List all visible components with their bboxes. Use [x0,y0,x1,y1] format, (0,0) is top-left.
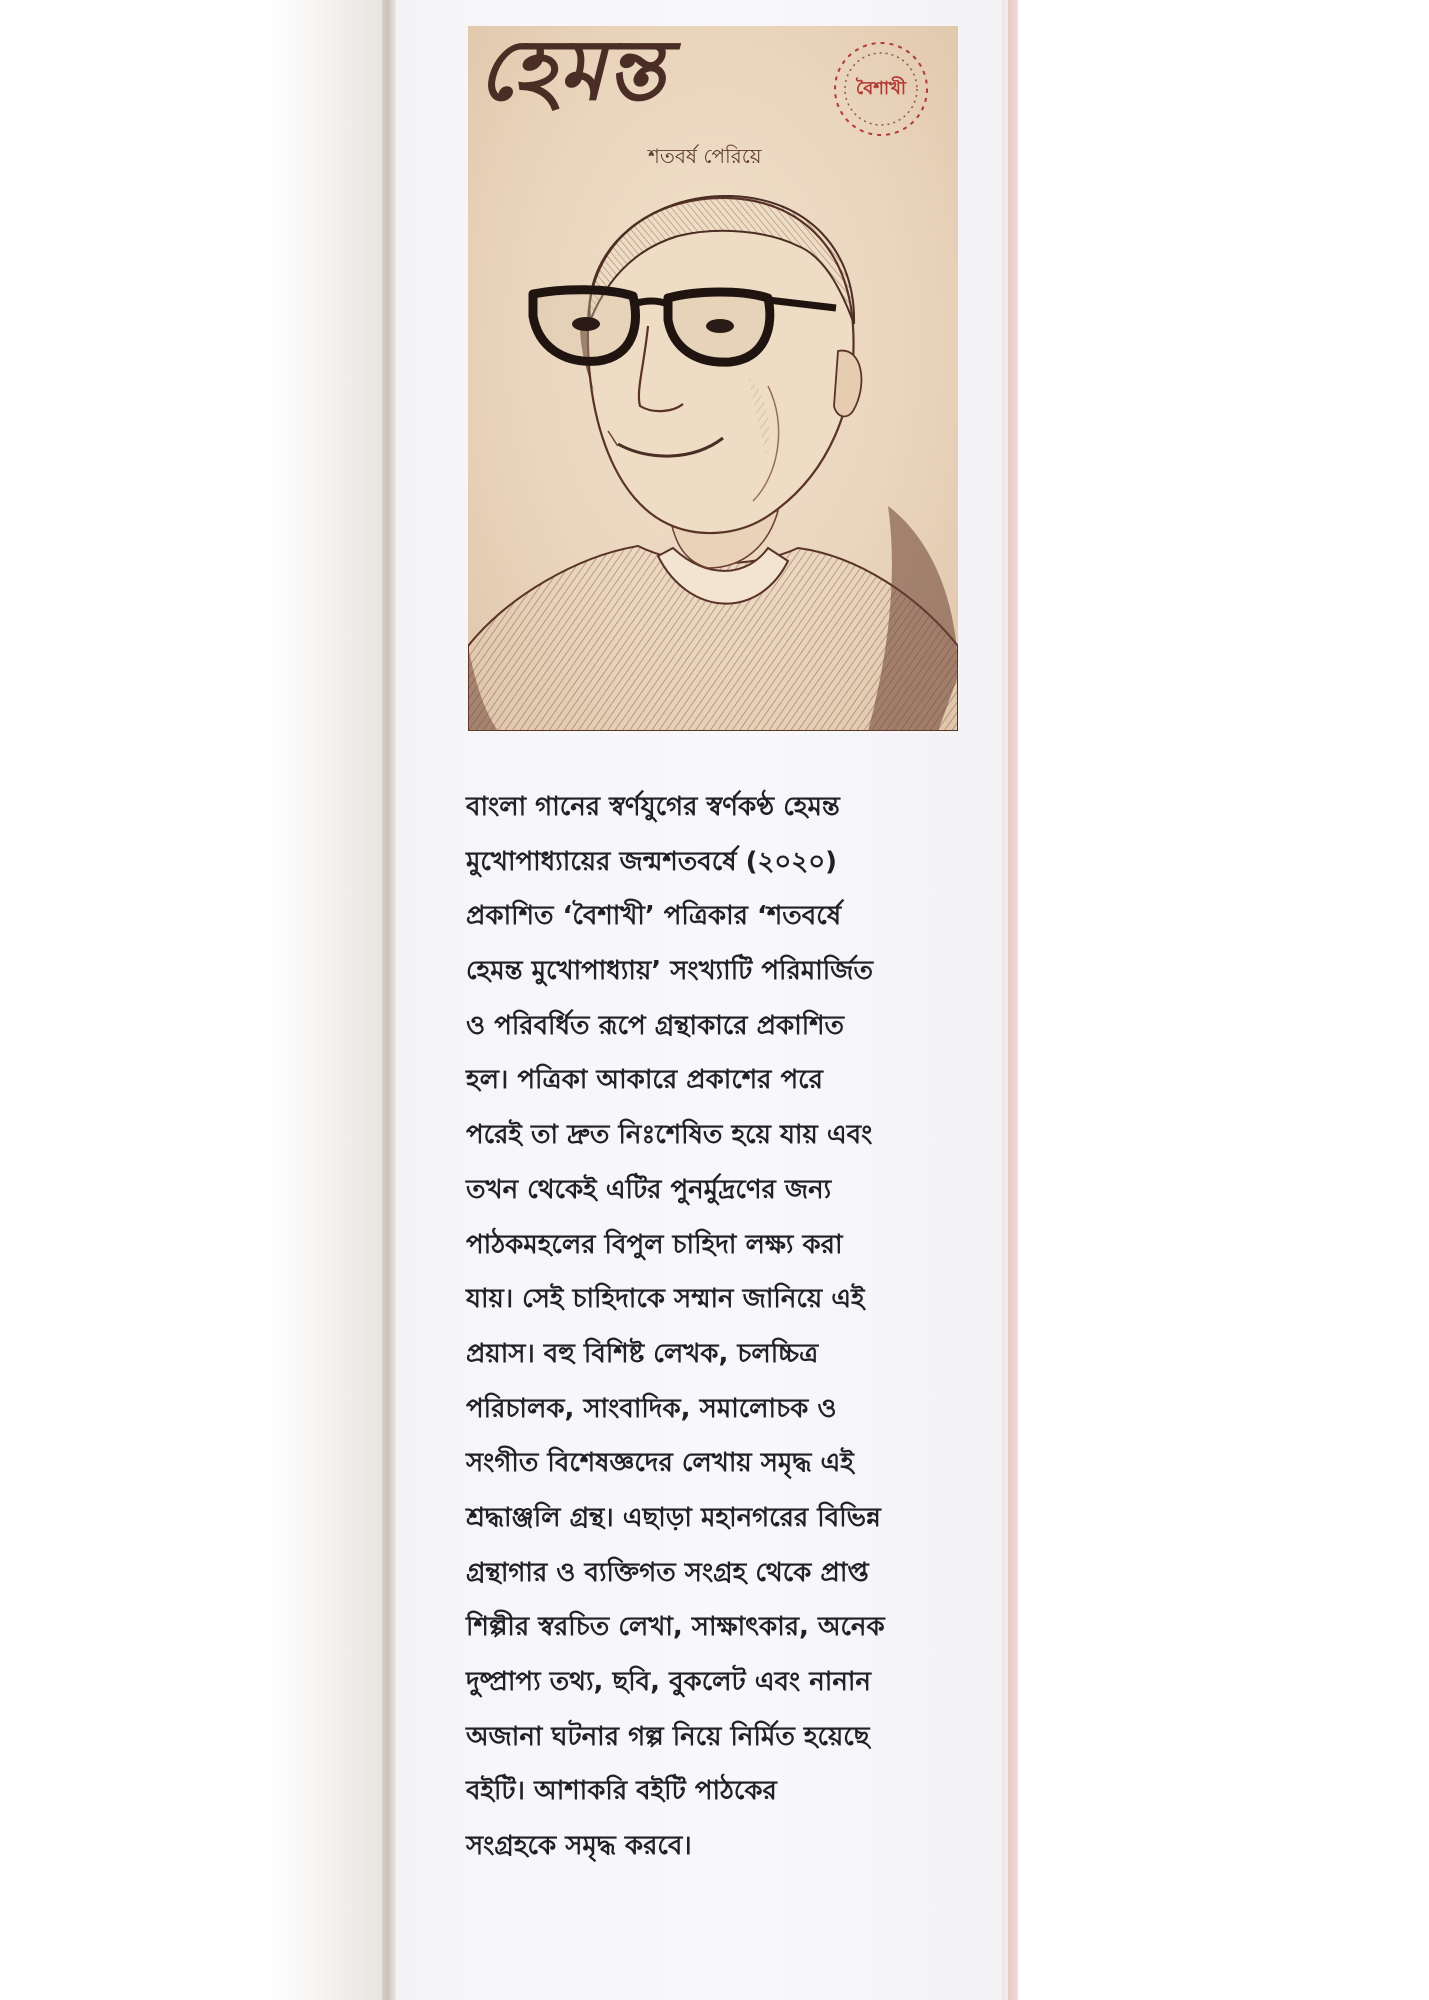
blurb-line: পরেই তা দ্রুত নিঃশেষিত হয়ে যায় এবং [466,1120,873,1151]
blurb-line: ও পরিবর্ধিত রূপে গ্রন্থাকারে প্রকাশিত [466,1010,845,1041]
blurb-line: সংগ্রহকে সমৃদ্ধ করবে। [466,1831,692,1862]
blurb-line: শিল্পীর স্বরচিত লেখা, সাক্ষাৎকার, অনেক [466,1612,885,1643]
cover-subtitle: শতবর্ষ পেরিয়ে [648,144,762,168]
blurb-line: অজানা ঘটনার গল্প নিয়ে নির্মিত হয়েছে [466,1721,870,1752]
blurb-line: সংগীত বিশেষজ্ঞদের লেখায় সমৃদ্ধ এই [466,1448,854,1479]
blurb-line: পরিচালক, সাংবাদিক, সমালোচক ও [466,1393,837,1424]
cover-artwork [468,26,958,731]
book-spine [0,0,392,2000]
blurb-line: তখন থেকেই এটির পুনর্মুদ্রণের জন্য [466,1174,832,1205]
blurb-line: যায়। সেই চাহিদাকে সম্মান জানিয়ে এই [466,1284,865,1315]
blurb-line: প্রয়াস। বহু বিশিষ্ট লেখক, চলচ্চিত্র [466,1338,819,1369]
publisher-seal [826,34,936,144]
blurb-line: দুষ্প্রাপ্য তথ্য, ছবি, বুকলেট এবং নানান [466,1667,871,1697]
blurb-line: পাঠকমহলের বিপুল চাহিদা লক্ষ্য করা [466,1229,843,1260]
cover-title: হেমন্ত [478,26,667,119]
blurb-line: হল। পত্রিকা আকারে প্রকাশের পরে [466,1065,823,1096]
spine-edge [382,0,396,2000]
portrait-sketch-image [468,176,958,731]
blurb-line: হেমন্ত মুখোপাধ্যায়’ সংখ্যাটি পরিমার্জিত [466,956,873,987]
blurb-line: বইটি। আশাকরি বইটি পাঠকের [466,1776,777,1807]
blurb-text [466,780,986,1874]
blurb-line: বাংলা গানের স্বর্ণযুগের স্বর্ণকণ্ঠ হেমন্ত [466,792,840,822]
blurb-line: গ্রন্থাগার ও ব্যক্তিগত সংগ্রহ থেকে প্রাপ্ত [466,1557,869,1588]
blurb-line: প্রকাশিত ‘বৈশাখী’ পত্রিকার ‘শতবর্ষে [466,901,842,932]
blurb-line: শ্রদ্ধাঞ্জলি গ্রন্থ। এছাড়া মহানগরের বিভিন্ন [466,1502,881,1533]
cover-red-strip [1008,0,1018,2000]
blurb-line: মুখোপাধ্যায়ের জন্মশতবর্ষে (২০২০) [466,846,837,877]
seal-label: বৈশাখী [855,78,907,99]
